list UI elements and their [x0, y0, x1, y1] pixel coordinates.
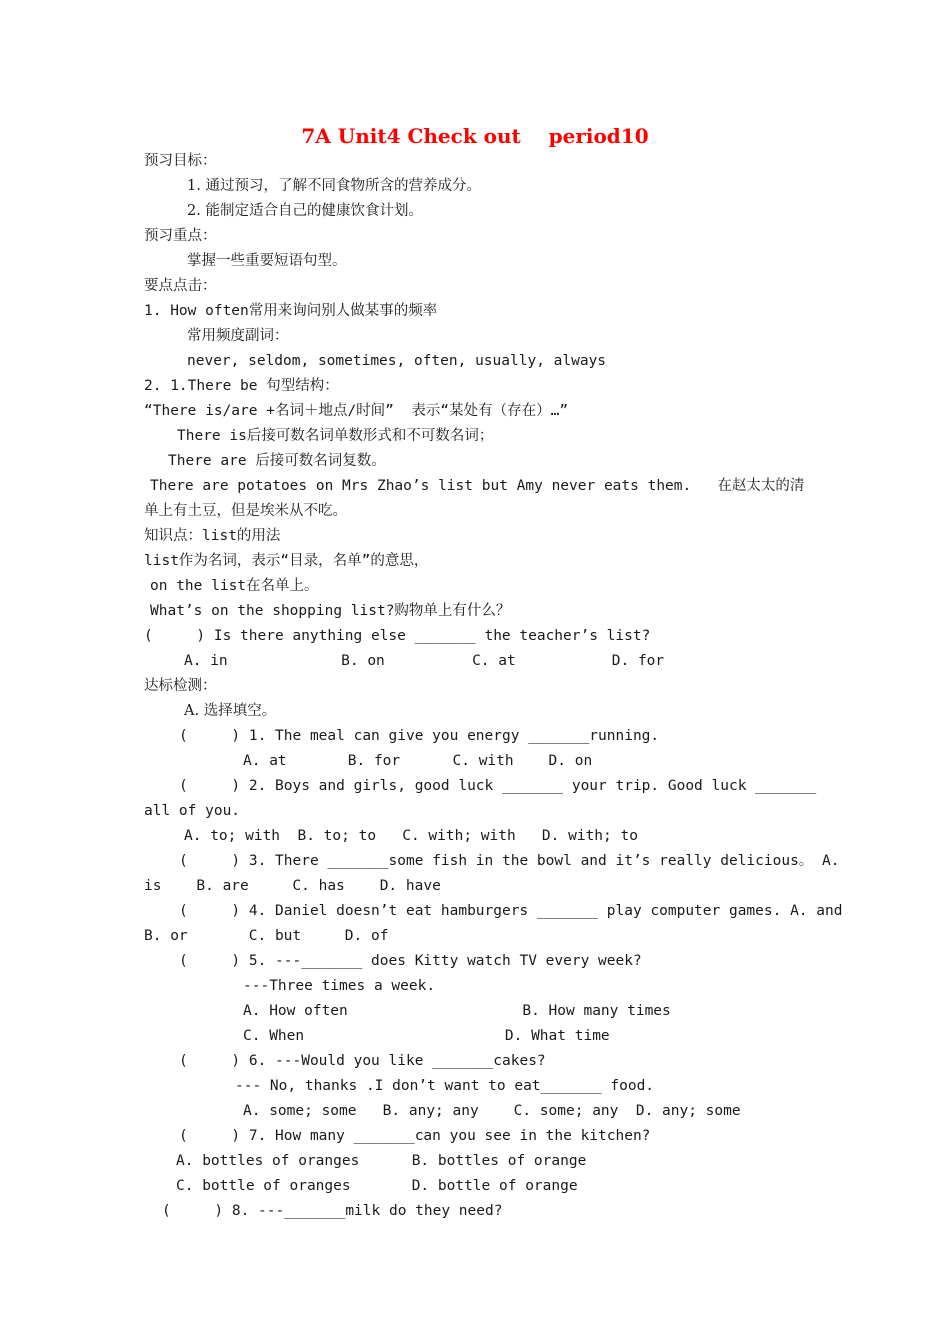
there-be-structure: “There is/are +名词＋地点/时间” 表示“某处有（存在）…” — [144, 403, 569, 419]
preview-goal-1: 1. 通过预习，了解不同食物所含的营养成分。 — [187, 178, 481, 194]
question-6-options: A. some; some B. any; any C. some; any D. any; some — [243, 1103, 741, 1119]
question-5: ( ) 5. ---_______ does Kitty watch TV every week? — [179, 953, 642, 969]
question-2: ( ) 2. Boys and girls, good luck _______ your trip. Good luck _______ — [179, 778, 817, 794]
knowledge-point-heading: 知识点：list的用法 — [144, 528, 281, 544]
question-6-answer: --- No, thanks .I don’t want to eat_______ food. — [235, 1078, 655, 1094]
example-translation: 单上有土豆，但是埃米从不吃。 — [144, 503, 347, 519]
question-5-options-cd: C. When D. What time — [243, 1028, 610, 1044]
list-noun-meaning: list作为名词，表示“目录，名单”的意思， — [144, 553, 429, 569]
practice-options: A. in B. on C. at D. for — [184, 653, 665, 669]
key-points-heading: 要点点击： — [144, 278, 217, 294]
question-5-answer: ---Three times a week. — [243, 978, 436, 994]
frequency-adverbs-label: 常用频度副词： — [187, 328, 289, 344]
page-title: 7A Unit4 Check out period10 — [301, 124, 649, 148]
preview-focus-heading: 预习重点： — [144, 228, 217, 244]
question-4-options: B. or C. but D. of — [144, 928, 389, 944]
example-sentence: There are potatoes on Mrs Zhao’s list but Amy never eats them. 在赵太太的清 — [150, 478, 805, 494]
question-7-options-ab: A. bottles of oranges B. bottles of orange — [176, 1153, 587, 1169]
question-2-continued: all of you. — [144, 803, 241, 819]
practice-question: ( ) Is there anything else _______ the teacher’s list? — [144, 628, 651, 644]
frequency-adverbs-list: never, seldom, sometimes, often, usually, always — [187, 353, 607, 369]
question-7-options-cd: C. bottle of oranges D. bottle of orange — [176, 1178, 578, 1194]
question-1-options: A. at B. for C. with D. on — [243, 753, 593, 769]
key-point-1: 1. How often常用来询问别人做某事的频率 — [144, 303, 438, 319]
key-point-2: 2. 1.There be 句型结构： — [144, 378, 339, 394]
preview-goal-2: 2. 能制定适合自己的健康饮食计划。 — [187, 203, 423, 219]
question-2-options: A. to; with B. to; to C. with; with D. with; to — [184, 828, 638, 844]
test-heading: 达标检测： — [144, 678, 217, 694]
there-are-rule: There are 后接可数名词复数。 — [168, 453, 386, 469]
question-8: ( ) 8. ---_______milk do they need? — [162, 1203, 503, 1219]
question-1: ( ) 1. The meal can give you energy _______running. — [179, 728, 660, 744]
there-is-rule: There is后接可数名词单数形式和不可数名词； — [177, 428, 494, 444]
question-3-options: is B. are C. has D. have — [144, 878, 441, 894]
shopping-list-example: What’s on the shopping list?购物单上有什么？ — [150, 603, 511, 619]
question-5-options-ab: A. How often B. How many times — [243, 1003, 671, 1019]
preview-goals-heading: 预习目标： — [144, 153, 217, 169]
section-a-heading: A. 选择填空。 — [184, 703, 277, 719]
question-6: ( ) 6. ---Would you like _______cakes? — [179, 1053, 546, 1069]
preview-focus-text: 掌握一些重要短语句型。 — [187, 253, 347, 269]
on-the-list-phrase: on the list在名单上。 — [150, 578, 319, 594]
question-7: ( ) 7. How many _______can you see in the kitchen? — [179, 1128, 651, 1144]
question-4: ( ) 4. Daniel doesn’t eat hamburgers _______ play computer games. A. and — [179, 903, 843, 919]
question-3: ( ) 3. There _______some fish in the bowl and it’s really delicious。 A. — [179, 853, 840, 869]
